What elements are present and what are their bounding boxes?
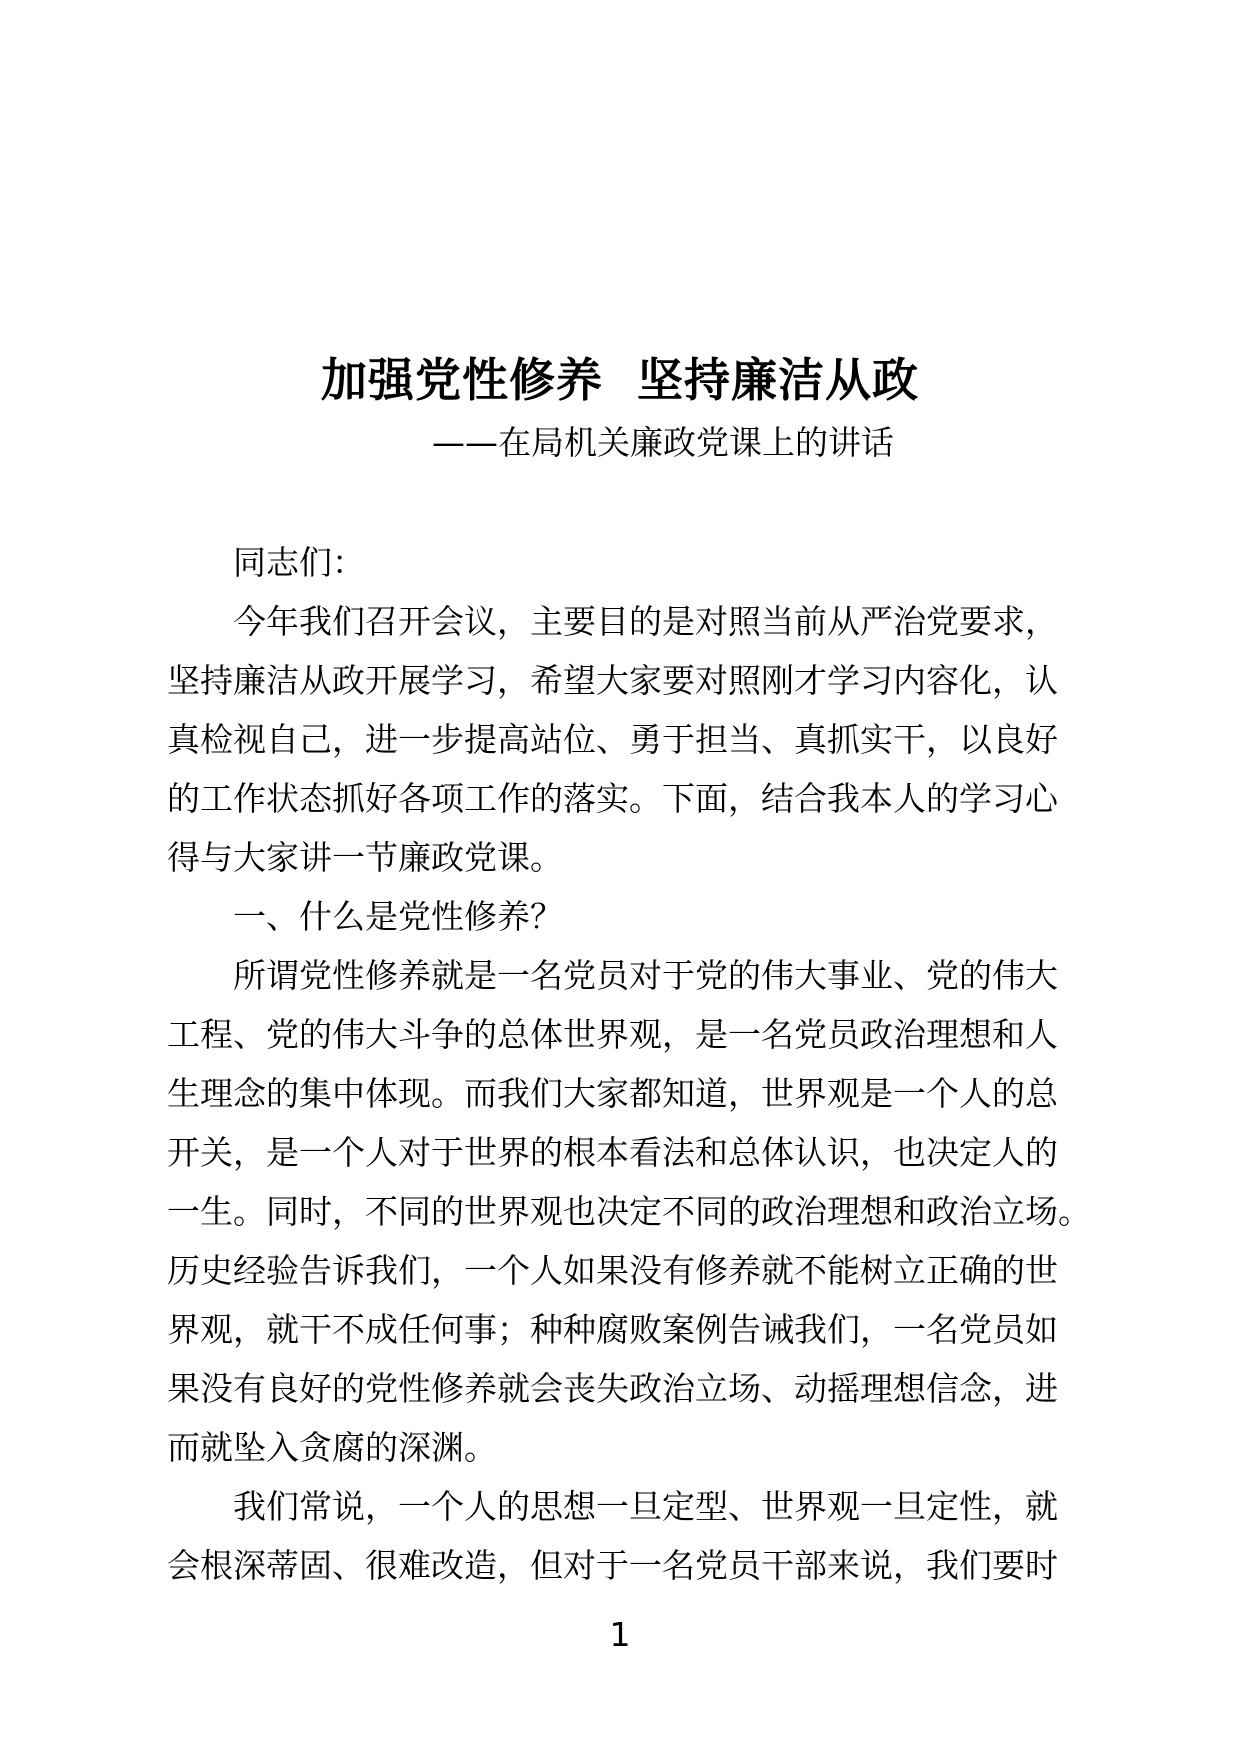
paragraph-line: 今年我们召开会议，主要目的是对照当前从严治党要求，: [233, 602, 1058, 641]
paragraph-line: 界观，就干不成任何事；种种腐败案例告诫我们，一名党员如: [167, 1310, 1058, 1349]
paragraph-line: 开关，是一个人对于世界的根本看法和总体认识，也决定人的: [167, 1133, 1058, 1172]
paragraph-line: 所谓党性修养就是一名党员对于党的伟大事业、党的伟大: [233, 956, 1058, 995]
document-body: [167, 533, 1091, 1595]
paragraph-line: 而就坠入贪腐的深渊。: [167, 1428, 497, 1467]
paragraph-line: 一生。同时，不同的世界观也决定不同的政治理想和政治立场。: [167, 1192, 1091, 1231]
paragraph-line: 生理念的集中体现。而我们大家都知道，世界观是一个人的总: [167, 1074, 1058, 1113]
paragraph-line: 会根深蒂固、很难改造，但对于一名党员干部来说，我们要时: [167, 1546, 1058, 1585]
salutation: 同志们：: [233, 543, 365, 582]
paragraph-line: 果没有良好的党性修养就会丧失政治立场、动摇理想信念，进: [167, 1369, 1058, 1408]
paragraph-line: 坚持廉洁从政开展学习，希望大家要对照刚才学习内容化，认: [167, 661, 1058, 700]
paragraph-line: 的工作状态抓好各项工作的落实。下面，结合我本人的学习心: [167, 779, 1058, 818]
document-title: 加强党性修养 坚持廉洁从政: [320, 353, 920, 407]
paragraph-line: 工程、党的伟大斗争的总体世界观，是一名党员政治理想和人: [167, 1015, 1058, 1054]
paragraph-line: 真检视自己，进一步提高站位、勇于担当、真抓实干，以良好: [167, 720, 1058, 759]
paragraph-line: 得与大家讲一节廉政党课。: [167, 838, 563, 877]
page-number: 1: [609, 1615, 631, 1654]
paragraph-line: 历史经验告诉我们，一个人如果没有修养就不能树立正确的世: [167, 1251, 1058, 1290]
section-heading: 一、什么是党性修养？: [233, 897, 563, 936]
document-subtitle: ——在局机关廉政党课上的讲话: [432, 423, 894, 462]
paragraph-line: 我们常说，一个人的思想一旦定型、世界观一旦定性，就: [233, 1487, 1058, 1526]
